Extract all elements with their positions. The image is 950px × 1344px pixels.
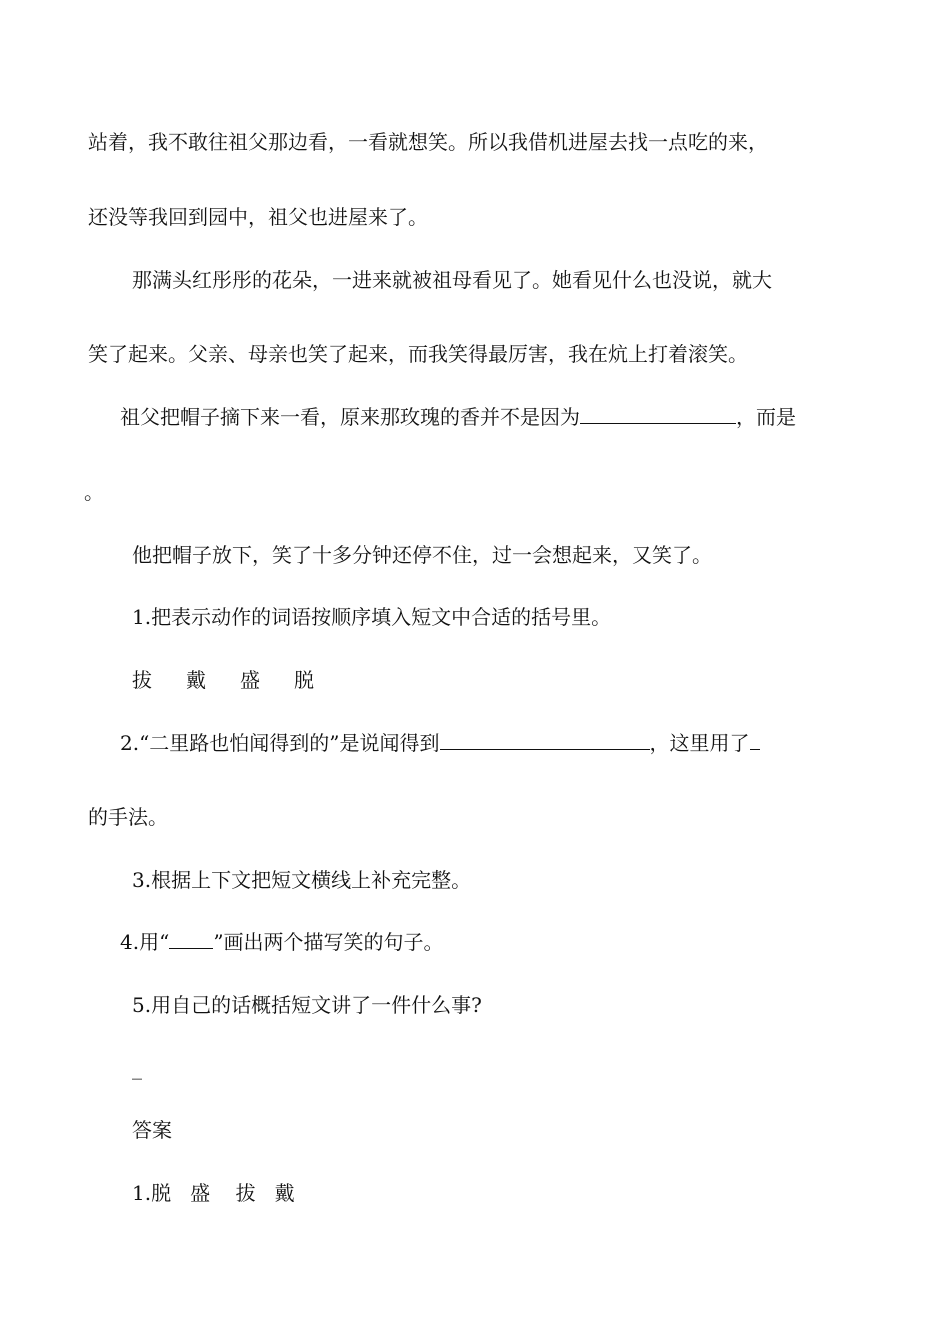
question-4 [120, 928, 444, 956]
question-3: 3.根据上下文把短文横线上补充完整。 [132, 868, 472, 892]
answer-1: 1.脱 盛 拔 戴 [132, 1181, 295, 1205]
question-1-word-list [132, 666, 314, 694]
fill-blank-4 [169, 930, 213, 949]
question-4-text-b: ”画出两个描写笑的句子。 [213, 930, 444, 954]
question-2-text-a: 2.“二里路也怕闻得到的”是说闻得到 [120, 731, 440, 755]
passage-line-7: 他把帽子放下，笑了十多分钟还停不住，过一会想起来，又笑了。 [132, 543, 712, 567]
question-4-text-a: 4.用“ [120, 930, 170, 954]
answers-heading: 答案 [132, 1118, 172, 1142]
passage-line-5-text-b: ，而是 [736, 405, 796, 429]
passage-line-1: 站着，我不敢往祖父那边看，一看就想笑。所以我借机进屋去找一点吃的来， [88, 130, 768, 154]
question-2-text-b: ，这里用了 [649, 731, 750, 755]
passage-line-4: 笑了起来。父亲、母亲也笑了起来，而我笑得最厉害，我在炕上打着滚笑。 [88, 342, 748, 366]
question-5-answer-blank: _ [132, 1056, 142, 1080]
word-3: 盛 [240, 668, 260, 692]
question-2-continued: 的手法。 [88, 805, 168, 829]
word-4: 脱 [294, 668, 314, 692]
word-2: 戴 [186, 668, 206, 692]
passage-line-6: 。 [84, 480, 104, 504]
fill-blank-2 [440, 731, 650, 750]
passage-line-3: 那满头红彤彤的花朵，一进来就被祖母看见了。她看见什么也没说，就大 [132, 268, 772, 292]
passage-line-5-text-a: 祖父把帽子摘下来一看，原来那玫瑰的香并不是因为 [120, 405, 580, 429]
fill-blank-3 [750, 731, 760, 750]
passage-line-2: 还没等我回到园中，祖父也进屋来了。 [88, 205, 428, 229]
question-5: 5.用自己的话概括短文讲了一件什么事? [132, 993, 482, 1017]
question-1: 1.把表示动作的词语按顺序填入短文中合适的括号里。 [132, 605, 612, 629]
word-1: 拔 [132, 668, 152, 692]
question-2 [120, 729, 760, 757]
fill-blank-1 [580, 405, 736, 424]
passage-line-5 [120, 403, 796, 431]
